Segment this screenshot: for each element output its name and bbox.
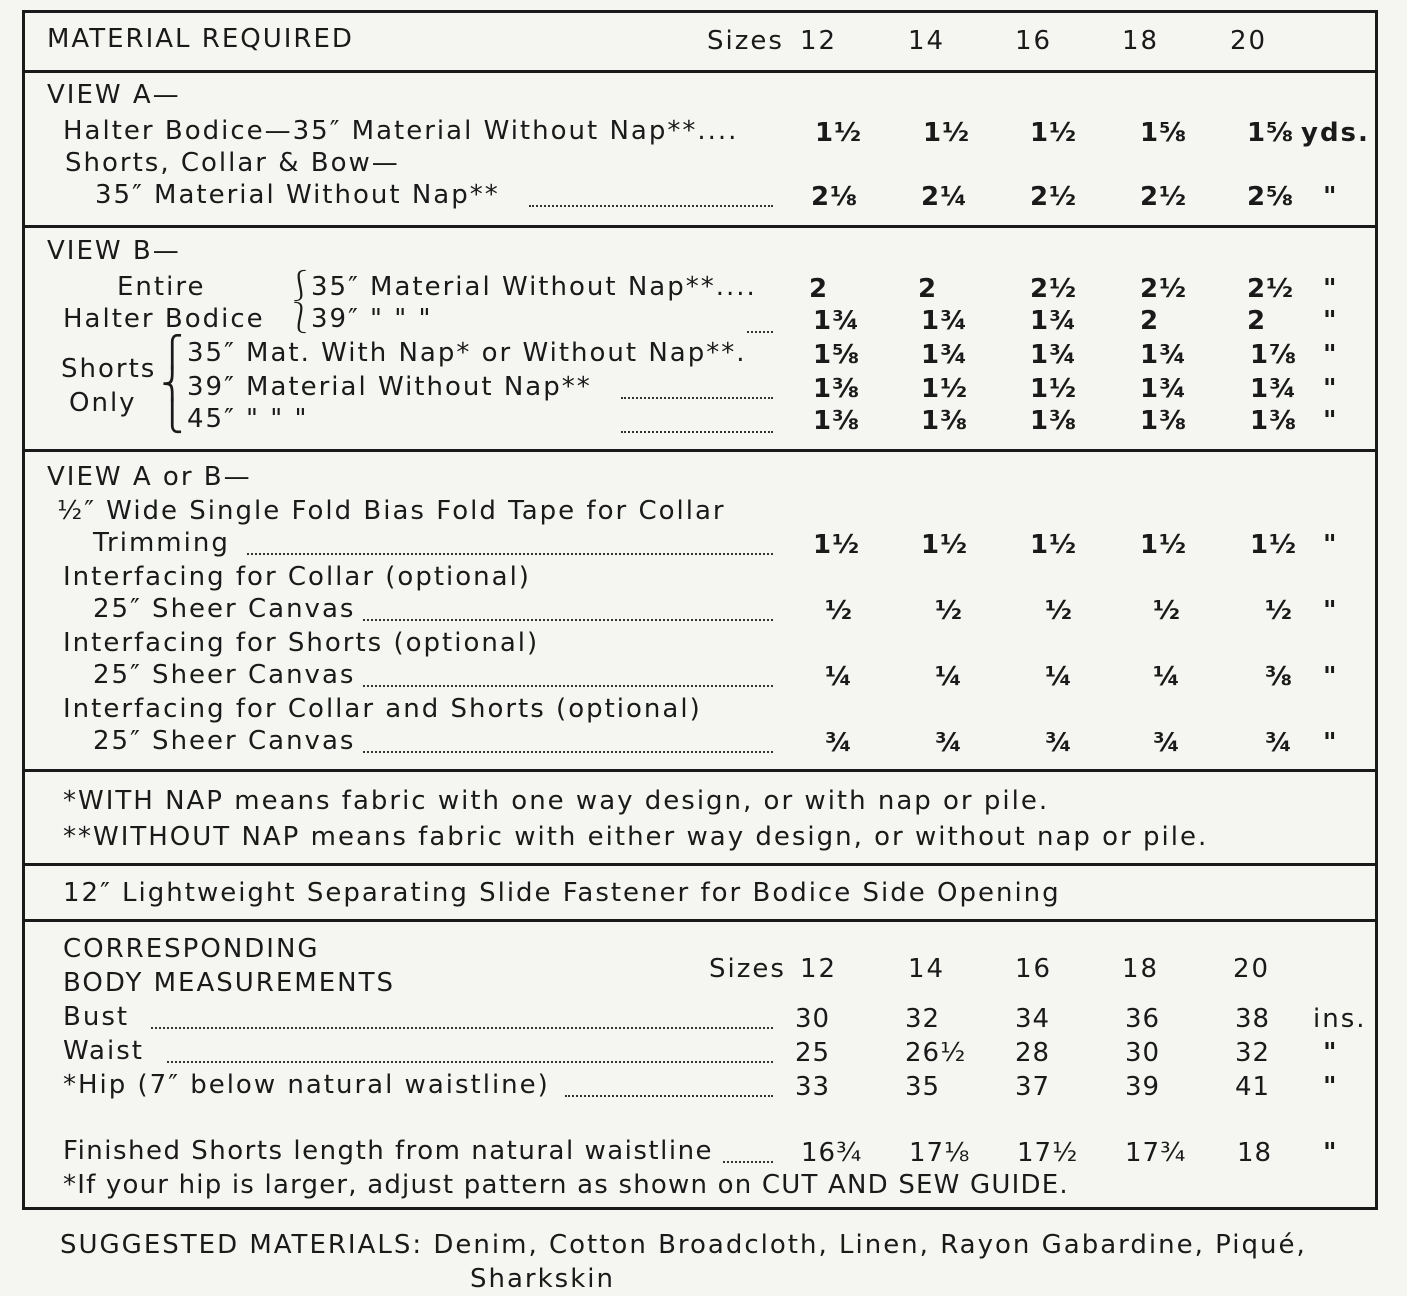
value: 1⅜ [813,406,861,436]
value: ½ [1045,596,1073,626]
divider [25,919,1375,922]
value: 34 [1015,1004,1051,1034]
unit: " [1323,274,1339,304]
view-a-row-label: Shorts, Collar & Bow— [65,148,400,178]
body-heading: CORRESPONDING [63,934,320,964]
view-ab-row-label: Trimming [93,528,230,558]
value: ½ [1265,596,1293,626]
view-b-heading: VIEW B— [47,236,181,266]
value: 18 [1237,1138,1273,1168]
leader-dots [151,1027,773,1029]
value: 32 [1235,1038,1271,1068]
value: 2½ [1140,182,1188,212]
value: 1¾ [921,340,969,370]
value: 35 [905,1072,941,1102]
value: 1½ [813,530,861,560]
measure-label-shorts-length: Finished Shorts length from natural waistline [63,1136,714,1166]
value: 1¾ [921,306,969,336]
unit: " [1323,306,1339,336]
unit: " [1323,1038,1339,1068]
leader-dots [529,205,773,207]
value: 2 [918,274,938,304]
unit: " [1323,1138,1339,1168]
value: ⅜ [1265,662,1293,692]
value: 1¾ [1030,340,1078,370]
group-label-shorts: Shorts [61,354,157,384]
value: ¾ [1265,728,1293,758]
unit: " [1323,662,1339,692]
value: 38 [1235,1004,1271,1034]
value: 1½ [1030,374,1078,404]
value: 1½ [1140,530,1188,560]
note-with-nap: *WITH NAP means fabric with one way design, or with nap or pile. [63,786,1050,816]
body-heading: BODY MEASUREMENTS [63,968,395,998]
sizes-label: Sizes [707,26,784,56]
note-without-nap: **WITHOUT NAP means fabric with either way design, or without nap or pile. [63,822,1209,852]
brace-icon: ⎨ [161,367,184,402]
suggested-materials-line: SUGGESTED MATERIALS: Denim, Cotton Broadcloth, Linen, Rayon Gabardine, Piqué, [60,1230,1307,1260]
leader-dots [621,397,773,399]
brace-icon: ⎩ [161,399,184,434]
size-12: 12 [800,954,838,984]
value: 2 [1140,306,1160,336]
unit: ins. [1313,1004,1367,1034]
value: 2½ [1030,182,1078,212]
leader-dots [363,685,773,687]
size-18: 18 [1122,954,1160,984]
value: 26½ [905,1038,967,1068]
divider [25,769,1375,772]
measure-label-waist: Waist [63,1036,144,1066]
sizes-label: Sizes [709,954,786,984]
divider [25,449,1375,452]
measure-label-hip: *Hip (7″ below natural waistline) [63,1070,550,1100]
unit: " [1323,728,1339,758]
view-ab-row-label: 25″ Sheer Canvas [93,660,356,690]
value: ¼ [1153,662,1181,692]
value: ¼ [1045,662,1073,692]
view-ab-row-label: Interfacing for Shorts (optional) [63,628,540,658]
view-a-row-label: 35″ Material Without Nap** [95,180,500,210]
value: 1¾ [1250,374,1298,404]
hip-footnote: *If your hip is larger, adjust pattern as shown on CUT AND SEW GUIDE. [63,1170,1069,1200]
value: ½ [935,596,963,626]
value: 1¾ [1030,306,1078,336]
value: 1½ [1030,530,1078,560]
unit: yds. [1301,118,1370,148]
unit: " [1323,406,1339,436]
value: 1⅝ [813,340,861,370]
unit: " [1323,340,1339,370]
value: 2⅝ [1247,182,1295,212]
value: ½ [825,596,853,626]
value: 1⅞ [1250,340,1298,370]
size-14: 14 [908,26,946,56]
leader-dots [747,331,773,333]
value: 2¼ [921,182,969,212]
value: 2 [1247,306,1267,336]
value: 1½ [815,118,863,148]
value: ¾ [1153,728,1181,758]
suggested-materials [60,1228,1360,1296]
unit: " [1323,1072,1339,1102]
value: 2⅛ [811,182,859,212]
view-ab-row-label: Interfacing for Collar (optional) [63,562,531,592]
divider [25,225,1375,228]
divider [25,70,1375,73]
value: ¾ [1045,728,1073,758]
unit: " [1323,596,1339,626]
unit: " [1323,374,1339,404]
size-16: 16 [1015,954,1053,984]
group-label-halter-bodice: Halter Bodice [63,304,265,334]
value: 39 [1125,1072,1161,1102]
size-18: 18 [1122,26,1160,56]
leader-dots [363,751,773,753]
leader-dots [621,431,773,433]
value: 1½ [921,374,969,404]
view-b-row-label: 35″ Material Without Nap**.... [311,272,757,302]
view-ab-row-label: Interfacing for Collar and Shorts (optional) [63,694,702,724]
size-20: 20 [1233,954,1271,984]
view-a-row-label: Halter Bodice—35″ Material Without Nap**.... [63,116,739,146]
value: ¾ [825,728,853,758]
value: ¾ [935,728,963,758]
size-12: 12 [800,26,838,56]
view-b-row-label: 35″ Mat. With Nap* or Without Nap**. [187,338,747,368]
leader-dots [247,553,773,555]
unit: " [1323,182,1339,212]
value: 1¾ [1140,340,1188,370]
value: 2½ [1140,274,1188,304]
brace-icon: ⎱ [285,301,315,336]
brace-icon: ⎧ [161,335,184,370]
value: ½ [1153,596,1181,626]
leader-dots [363,619,773,621]
value: 2½ [1030,274,1078,304]
value: 36 [1125,1004,1161,1034]
value: 1¾ [813,306,861,336]
value: 1½ [921,530,969,560]
value: 1⅝ [1247,118,1295,148]
value: ¼ [825,662,853,692]
view-b-row-label: 39″ " " " [311,304,433,334]
value: 17½ [1017,1138,1079,1168]
size-16: 16 [1015,26,1053,56]
measure-label-bust: Bust [63,1002,130,1032]
value: 1⅜ [921,406,969,436]
value: 33 [795,1072,831,1102]
chart-title: MATERIAL REQUIRED [47,24,354,54]
value: 1½ [1030,118,1078,148]
value: 1⅜ [1250,406,1298,436]
value: 1⅜ [813,374,861,404]
value: 25 [795,1038,831,1068]
value: 1⅜ [1140,406,1188,436]
value: 1½ [1250,530,1298,560]
fastener-note: 12″ Lightweight Separating Slide Fastener for Bodice Side Opening [63,878,1061,908]
value: 16¾ [801,1138,863,1168]
value: 41 [1235,1072,1271,1102]
view-b-row-label: 39″ Material Without Nap** [187,372,592,402]
group-label-entire: Entire [117,272,206,302]
leader-dots [565,1095,773,1097]
group-label-only: Only [69,388,137,418]
leader-dots [167,1061,773,1063]
view-b-row-label: 45″ " " " [187,404,309,434]
value: 17¾ [1125,1138,1187,1168]
value: 1⅝ [1140,118,1188,148]
leader-dots [723,1161,773,1163]
value: 30 [1125,1038,1161,1068]
view-ab-row-label: 25″ Sheer Canvas [93,594,356,624]
suggested-materials-line: Sharkskin [470,1264,615,1294]
value: 1½ [923,118,971,148]
view-ab-row-label: ½″ Wide Single Fold Bias Fold Tape for Collar [57,496,726,526]
value: 1¾ [1140,374,1188,404]
value: 2½ [1247,274,1295,304]
value: ¼ [935,662,963,692]
value: 30 [795,1004,831,1034]
size-20: 20 [1230,26,1268,56]
value: 28 [1015,1038,1051,1068]
view-a-heading: VIEW A— [47,80,181,110]
material-chart [22,10,1378,1210]
size-14: 14 [908,954,946,984]
divider [25,863,1375,866]
view-ab-row-label: 25″ Sheer Canvas [93,726,356,756]
value: 2 [809,274,829,304]
value: 1⅜ [1030,406,1078,436]
brace-icon: ⎰ [285,269,315,304]
view-ab-heading: VIEW A or B— [47,462,252,492]
value: 32 [905,1004,941,1034]
unit: " [1323,530,1339,560]
value: 17⅛ [909,1138,971,1168]
value: 37 [1015,1072,1051,1102]
